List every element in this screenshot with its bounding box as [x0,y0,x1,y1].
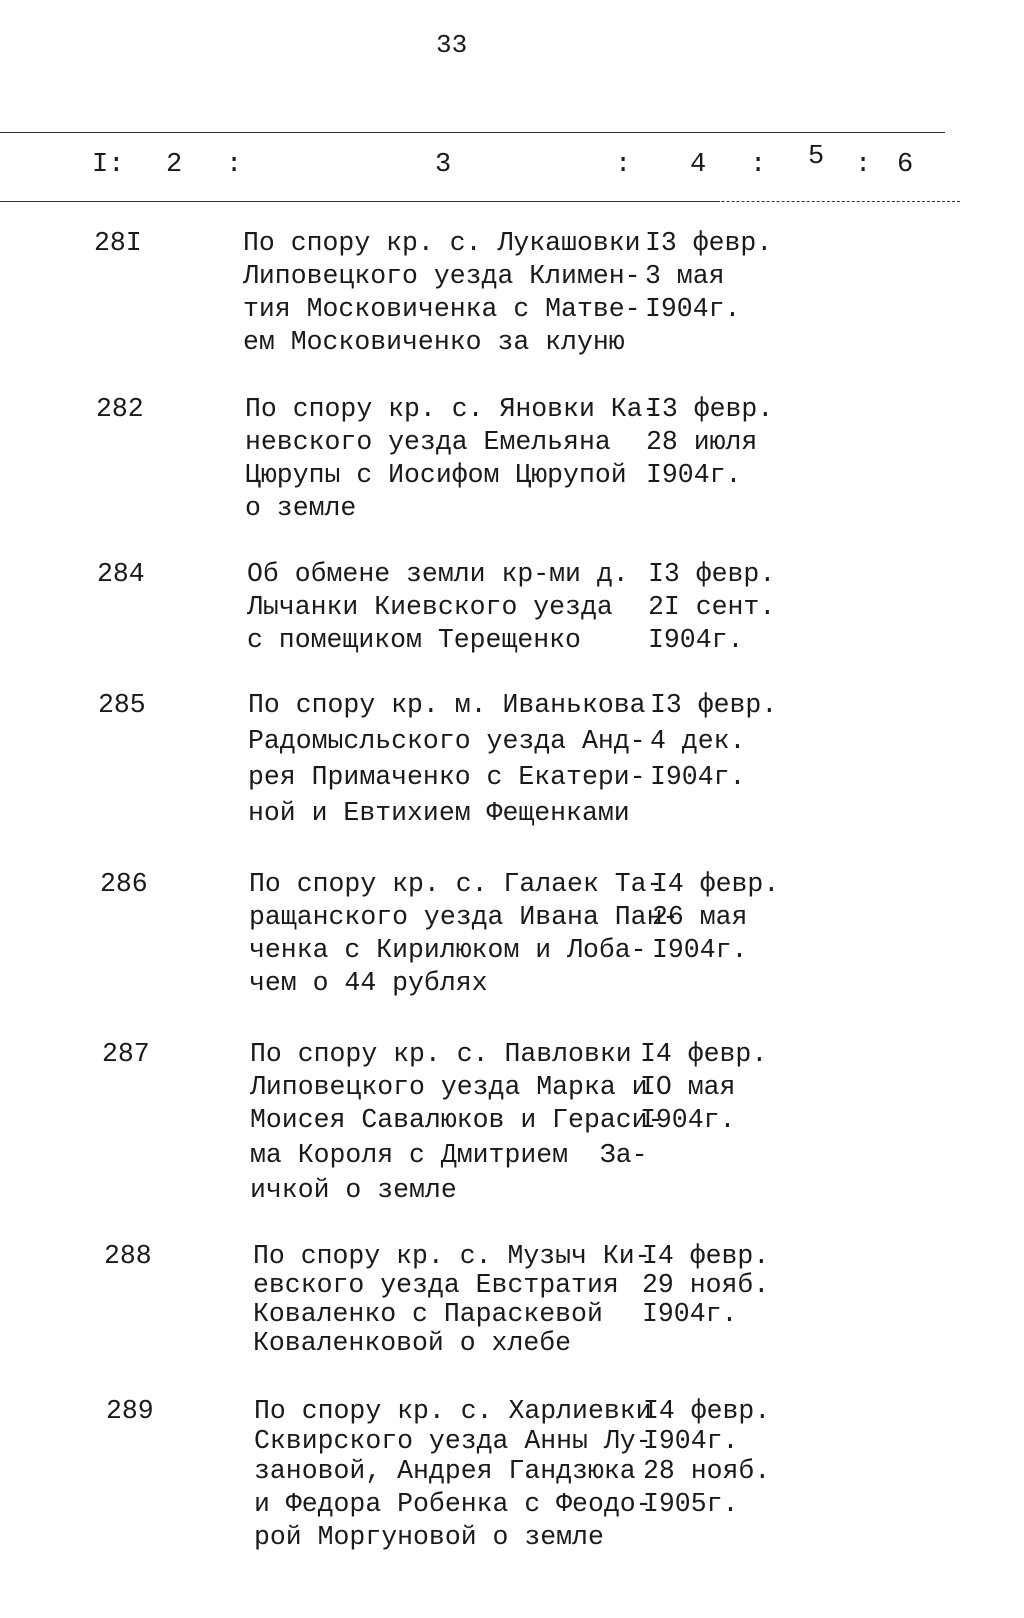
entry-description-line: По спору кр. с. Харлиевки [254,1396,652,1426]
entry-description-line: ичкой о земле [250,1175,457,1205]
entry-description-line: Цюрупы с Иосифом Цюрупой [245,460,627,490]
col-header-5: 5 [808,142,825,172]
entry-dates-line: I904г. [646,460,742,490]
entry-dates-line: 4 дек. [650,726,746,756]
col-separator: : [615,150,632,180]
entry-dates-line: I3 февр. [645,228,773,258]
entry-description-line: Сквирского уезда Анны Лу- [254,1426,652,1456]
entry-description-line: и Федора Робенка с Феодо- [254,1489,652,1519]
entry-dates-line: 2I сент. [648,592,776,622]
top-rule [0,132,945,133]
entry-description-line: ченка с Кирилюком и Лоба- [249,935,647,965]
col-separator: : [226,150,243,180]
entry-description-line: Липовецкого уезда Марка и [250,1072,648,1102]
entry-description-line: тия Московиченка с Матве- [243,294,641,324]
entry-number: 285 [98,690,146,720]
entry-dates-line: I3 февр. [646,394,774,424]
entry-description-line: евского уезда Евстратия [253,1270,619,1300]
entry-dates-line: I4 февр. [652,869,780,899]
entry-description-line: ной и Евтихием Фещенками [248,798,630,828]
entry-description-line: рой Моргуновой о земле [254,1522,604,1552]
entry-dates-line: I904г. [640,1105,736,1135]
entry-dates-line: I904г. [648,625,744,655]
entry-dates-line: IO мая [640,1072,736,1102]
entry-dates-line: 28 июля [646,427,758,457]
entry-description-line: о земле [245,493,357,523]
page-number: 33 [436,30,468,60]
entry-number: 289 [106,1396,154,1426]
entry-dates-line: I904г. [652,935,748,965]
entry-dates-line: I4 февр. [643,1396,771,1426]
entry-dates-line: I4 февр. [642,1241,770,1271]
col-header-1: I: [92,150,125,180]
entry-description-line: Коваленковой о хлебе [253,1328,572,1358]
entry-description-line: По спору кр. м. Иванькова [248,690,646,720]
entry-description-line: По спору кр. с. Яновки Ка- [245,394,659,424]
entry-description-line: невского уезда Емельяна [245,427,611,457]
entry-dates-line: I904г. [643,1426,739,1456]
entry-dates-line: I3 февр. [648,559,776,589]
entry-description-line: Моисея Савалюков и Гераси- [250,1105,664,1135]
entry-dates-line: I904г. [645,294,741,324]
entry-description-line: рея Примаченко с Екатери- [248,762,646,792]
entry-description-line: зановой, Андрея Гандзюка [254,1456,636,1486]
entry-description-line: Лычанки Киевского уезда [247,592,613,622]
entry-dates-line: I4 февр. [640,1039,768,1069]
entry-dates-line: I3 февр. [650,690,778,720]
entry-description-line: чем о 44 рублях [249,968,488,998]
entry-dates-line: 26 мая [652,902,748,932]
entry-number: 286 [100,869,148,899]
entry-description-line: Коваленко с Параскевой [253,1299,603,1329]
entry-description-line: с помещиком Терещенко [247,625,581,655]
entry-dates-line: I904г. [650,762,746,792]
entry-dates-line: I905г. [643,1489,739,1519]
entry-description-line: Об обмене земли кр-ми д. [247,559,629,589]
entry-dates-line: 28 нояб. [643,1456,771,1486]
entry-description-line: Липовецкого уезда Климен- [243,261,641,291]
entry-dates-line: 3 мая [645,261,725,291]
entry-description-line: ма Короля с Дмитрием За- [250,1140,648,1170]
entry-number: 288 [104,1241,152,1271]
entry-number: 28I [94,228,142,258]
entry-description-line: По спору кр. с. Лукашовки [243,228,641,258]
col-header-2: 2 [166,150,183,180]
entry-dates-line: 29 нояб. [642,1270,770,1300]
entry-dates-line: I904г. [642,1299,738,1329]
header-rule-solid [0,201,720,202]
entry-number: 287 [102,1039,150,1069]
entry-description-line: По спору кр. с. Галаек Та- [249,869,663,899]
col-header-6: 6 [897,150,914,180]
entry-description-line: По спору кр. с. Павловки [250,1039,632,1069]
entry-number: 282 [96,394,144,424]
col-header-3: 3 [435,150,452,180]
col-header-4: 4 [690,150,707,180]
col-separator: : [855,150,872,180]
entry-description-line: Радомысльского уезда Анд- [248,726,646,756]
entry-number: 284 [97,559,145,589]
col-separator: : [750,150,767,180]
entry-description-line: По спору кр. с. Музыч Ки- [253,1241,651,1271]
entry-description-line: ем Московиченко за клуню [243,327,625,357]
entry-description-line: ращанского уезда Ивана Пан- [249,902,679,932]
